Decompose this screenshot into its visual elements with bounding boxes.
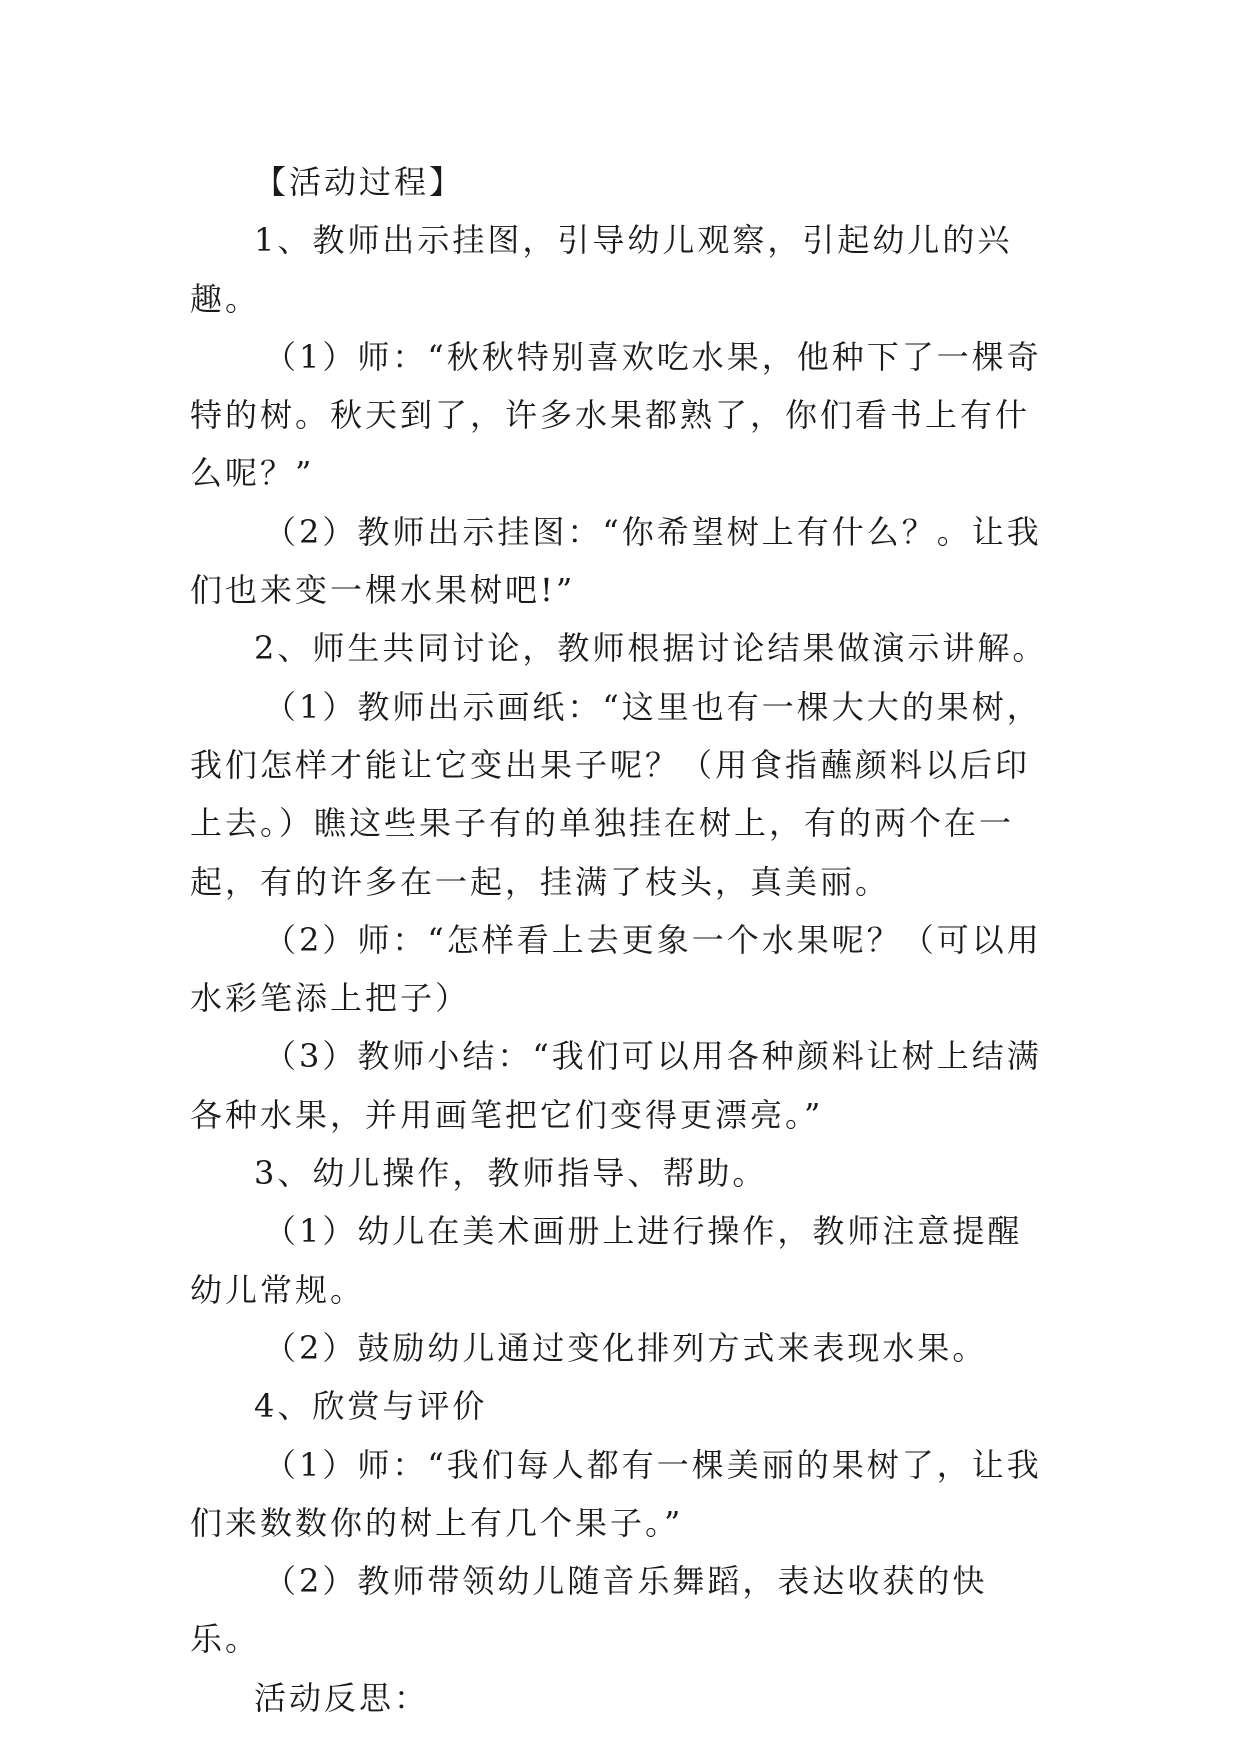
step-1-item-1: （1）师：“秋秋特别喜欢吃水果，他种下了一棵奇特的树。秋天到了，许多水果都熟了，你们看书上有什么呢？” — [190, 337, 1042, 493]
step-2-item-1: （1）教师出示画纸：“这里也有一棵大大的果树，我们怎样才能让它变出果子呢？（用食指蘸颜料以后印上去。）瞧这些果子有的单独挂在树上，有的两个在一起，有的许多在一起，挂满了枝头，真美丽。 — [190, 687, 1042, 901]
step-3-item-2: （2）鼓励幼儿通过变化排列方式来表现水果。 — [264, 1328, 988, 1367]
step-3-item-1: （1）幼儿在美术画册上进行操作，教师注意提醒幼儿常规。 — [190, 1212, 1023, 1309]
step-4-item-1: （1）师：“我们每人都有一棵美丽的果树了，让我们来数数你的树上有几个果子。” — [190, 1445, 1042, 1542]
step-2-item-3: （3）教师小结：“我们可以用各种颜料让树上结满各种水果，并用画笔把它们变得更漂亮。” — [190, 1037, 1042, 1134]
step-1: 1、教师出示挂图，引导幼儿观察，引起幼儿的兴趣。 — [190, 221, 1013, 318]
reflection-heading: 活动反思： — [254, 1678, 430, 1717]
section-heading: 【活动过程】 — [254, 163, 465, 201]
step-2-item-2: （2）师：“怎样看上去更象一个水果呢？（可以用水彩笔添上把子） — [190, 920, 1042, 1018]
document-body — [190, 153, 1050, 1727]
step-3: 3、幼儿操作，教师指导、帮助。 — [254, 1154, 768, 1193]
step-4: 4、欣赏与评价 — [254, 1387, 488, 1426]
step-2: 2、师生共同讨论，教师根据讨论结果做演示讲解。 — [254, 629, 1048, 668]
step-4-item-2: （2）教师带领幼儿随音乐舞蹈，表达收获的快乐。 — [190, 1562, 988, 1659]
step-1-item-2: （2）教师出示挂图：“你希望树上有什么？。让我们也来变一棵水果树吧!” — [190, 512, 1042, 610]
